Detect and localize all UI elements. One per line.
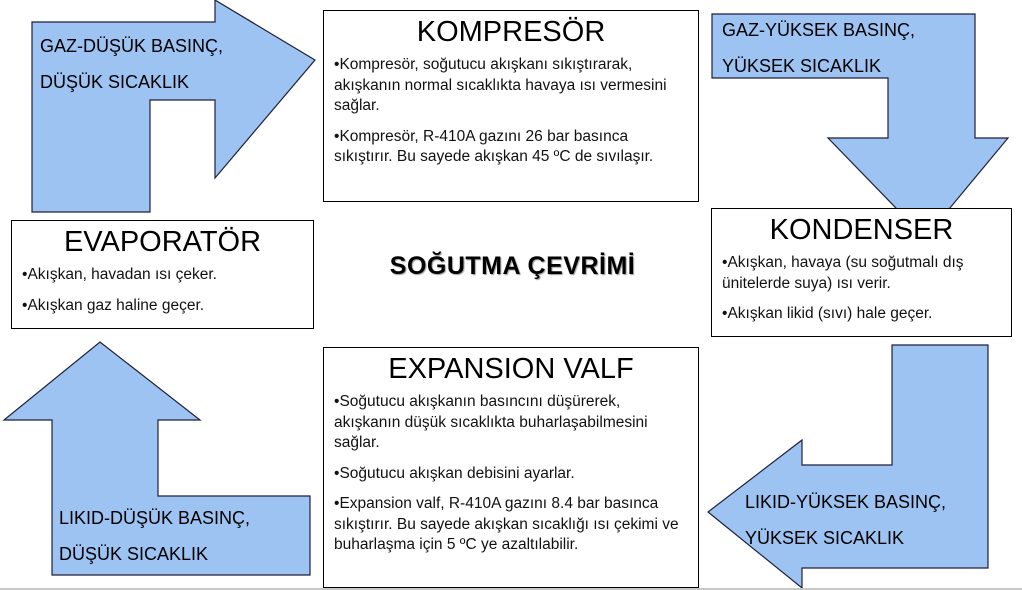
bullet-list <box>12 265 313 316</box>
arrow-label-bottom-left <box>59 500 250 572</box>
arrow-label-line: GAZ-DÜŞÜK BASINÇ, <box>40 36 224 56</box>
box-condenser <box>711 208 1012 337</box>
arrow-label-line: DÜŞÜK SICAKLIK <box>59 544 209 564</box>
bullet-list <box>324 55 698 168</box>
arrow-label-line: YÜKSEK SICAKLIK <box>745 528 905 548</box>
arrow-label-line: LIKID-YÜKSEK BASINÇ, <box>745 492 947 512</box>
bullet-list <box>712 253 1011 325</box>
bullet-item: • Kompresör, R-410A gazını 26 bar basınca sıkıştırır. Bu sayede akışkan 45 ºC de sıvılaşır. <box>334 127 690 168</box>
bullet-item: • Soğutucu akışkan debisini ayarlar. <box>334 464 690 485</box>
arrow-label-line: GAZ-YÜKSEK BASINÇ, <box>722 20 916 40</box>
bullet-item: • Akışkan, havaya (su soğutmalı dış ünitelerde suya) ısı verir. <box>722 253 1003 294</box>
arrow-label-top-left <box>40 28 223 100</box>
bullet-item: • Soğutucu akışkanın basıncını düşürerek, akışkanın düşük sıcaklıkta buharlaşabilmesini sağlar. <box>334 392 690 454</box>
box-expansion-valve <box>323 347 699 588</box>
bullet-item: • Akışkan likid (sıvı) hale geçer. <box>722 304 1003 325</box>
arrow-label-line: YÜKSEK SICAKLIK <box>722 56 882 76</box>
box-title: EXPANSION VALF <box>388 353 634 385</box>
bullet-list <box>324 392 698 556</box>
bullet-item: • Akışkan, havadan ısı çeker. <box>22 265 305 286</box>
arrow-label-top-right <box>722 12 915 84</box>
arrow-label-line: DÜŞÜK SICAKLIK <box>40 72 190 92</box>
bullet-item: • Expansion valf, R-410A gazını 8.4 bar basınca sıkıştırır. Bu sayede akışkan sıcaklığı ısı çekimi ve buharlaşma için 5 ºC ye azaltılabilir. <box>334 494 690 556</box>
diagram-title: SOĞUTMA ÇEVRİMİ <box>389 252 636 280</box>
box-evaporator <box>11 220 314 329</box>
box-title: KOMPRESÖR <box>416 16 606 48</box>
box-title: KONDENSER <box>769 214 954 246</box>
box-title: EVAPORATÖR <box>63 226 262 258</box>
arrow-label-bottom-right <box>745 484 946 556</box>
bullet-item: • Akışkan gaz haline geçer. <box>22 296 305 317</box>
arrow-label-line: LIKID-DÜŞÜK BASINÇ, <box>59 508 251 528</box>
bullet-item: • Kompresör, soğutucu akışkanı sıkıştırarak, akışkanın normal sıcaklıkta havaya ısı vermesini sağlar. <box>334 55 690 117</box>
box-compressor <box>323 10 699 202</box>
